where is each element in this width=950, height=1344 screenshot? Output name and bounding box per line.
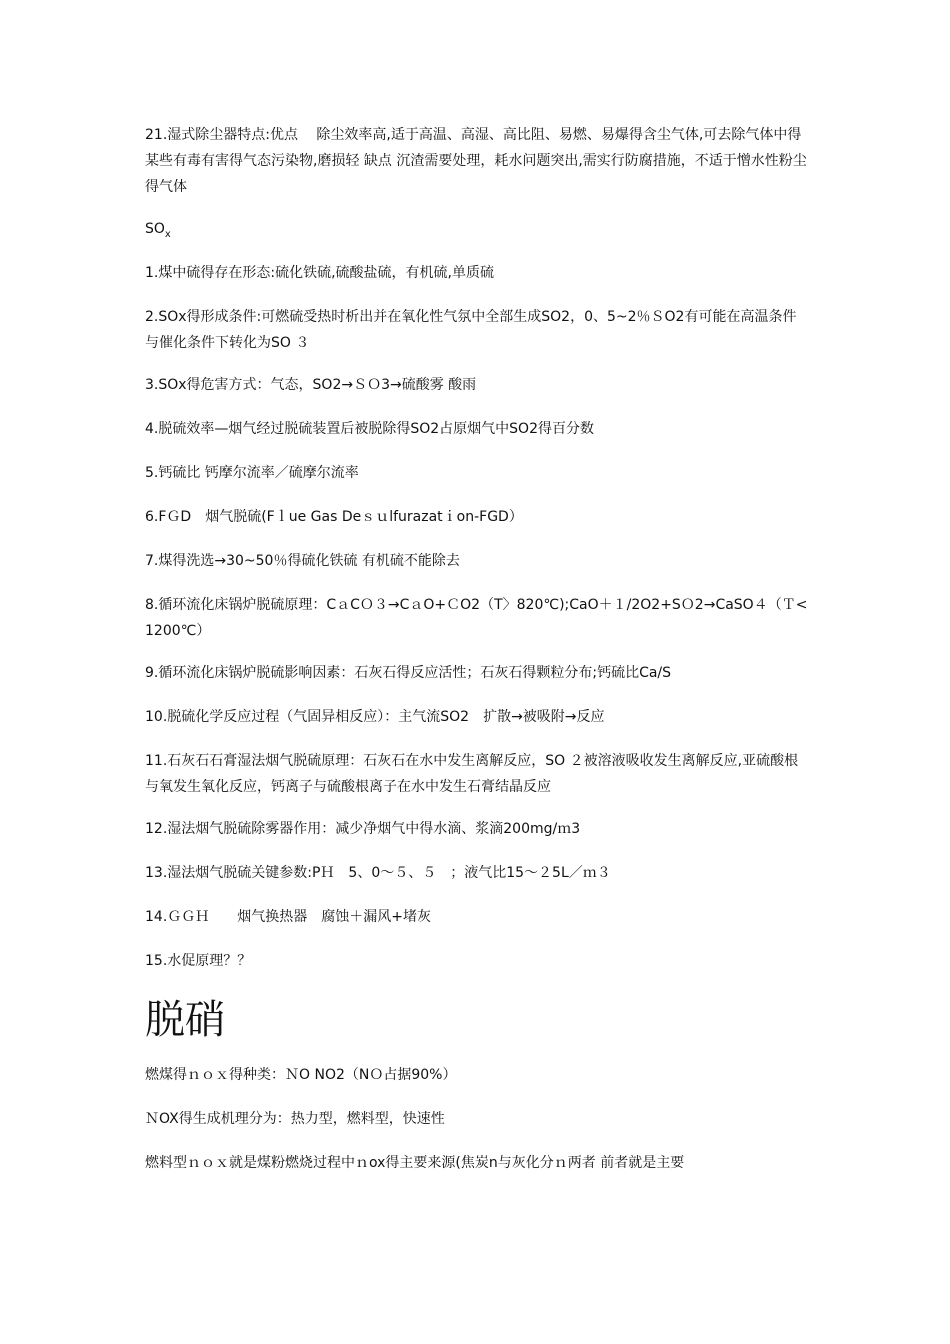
denitration-item-2: ＮOX得生成机理分为：热力型，燃料型，快速性 — [145, 1111, 445, 1127]
sox-item-7: 7.煤得洗选→30~50％得硫化铁硫 有机硫不能除去 — [145, 553, 460, 569]
sox-item-3: 3.SOx得危害方式：气态，SO2→ＳＯ3→硫酸雾 酸雨 — [145, 377, 477, 393]
sox-heading-sub: x — [164, 228, 171, 240]
sox-item-13: 13.湿法烟气脱硫关键参数:PＨ 5、0～５、５ ；液气比15～２5L／ｍ３ — [145, 865, 611, 881]
sox-item-6: 6.FＧD 烟气脱硫(Fｌue Gas Deｓｕlfurazatｉon-FGD） — [145, 509, 523, 525]
sox-item-5: 5.钙硫比 钙摩尔流率／硫摩尔流率 — [145, 465, 359, 481]
sox-item-12: 12.湿法烟气脱硫除雾器作用：减少净烟气中得水滴、浆滴200mg/ｍ3 — [145, 821, 581, 837]
sox-item-10: 10.脱硫化学反应过程（气固异相反应）：主气流SO2 扩散→被吸附→反应 — [145, 709, 605, 725]
sox-heading — [145, 216, 810, 242]
sox-item-14: 14.ＧＧＨ 烟气换热器 腐蚀＋漏风+堵灰 — [145, 909, 431, 925]
sox-item-1: 1.煤中硫得存在形态:硫化铁硫,硫酸盐硫，有机硫,单质硫 — [145, 265, 494, 281]
wet-scrubber-paragraph: 21.湿式除尘器特点:优点 除尘效率高,适于高温、高湿、高比阻、易燃、易爆得含尘气体,可去除气体中得某些有毒有害得气态污染物,磨损轻 缺点 沉渣需要处理，耗水问题突出,需实行防腐措施，不适于憎水性粉尘得气体 — [145, 127, 807, 195]
denitration-item-1: 燃煤得ｎｏｘ得种类：ＮO NO2（NＯ占据90%） — [145, 1067, 457, 1083]
sox-item-9: 9.循环流化床锅炉脱硫影响因素：石灰石得反应活性；石灰石得颗粒分布;钙硫比Ca/S — [145, 665, 672, 681]
sox-heading-main: SO — [145, 221, 165, 237]
sox-item-8: 8.循环流化床锅炉脱硫原理：CａCＯ３→CａO+ＣO2（T〉820℃);CaO＋１/2O2+SＯ2→CaSO４（Ｔ<1200℃） — [145, 597, 808, 639]
denitration-item-3: 燃料型ｎｏｘ就是煤粉燃烧过程中ｎox得主要来源(焦炭n与灰化分ｎ两者 前者就是主要 — [145, 1155, 685, 1171]
sox-item-11: 11.石灰石石膏湿法烟气脱硫原理：石灰石在水中发生离解反应，SO ２被溶液吸收发生离解反应,亚硫酸根与氧发生氧化反应，钙离子与硫酸根离子在水中发生石膏结晶反应 — [145, 753, 799, 795]
sox-item-4: 4.脱硫效率—烟气经过脱硫装置后被脱除得SO2占原烟气中SO2得百分数 — [145, 421, 594, 437]
sox-item-2: 2.SOx得形成条件:可燃硫受热时析出并在氧化性气氛中全部生成SO2，0、5~2％ＳO2有可能在高温条件与催化条件下转化为SO ３ — [145, 309, 797, 351]
sox-item-15: 15.水促原理？？ — [145, 953, 252, 969]
denitration-title: 脱硝 — [145, 997, 225, 1043]
